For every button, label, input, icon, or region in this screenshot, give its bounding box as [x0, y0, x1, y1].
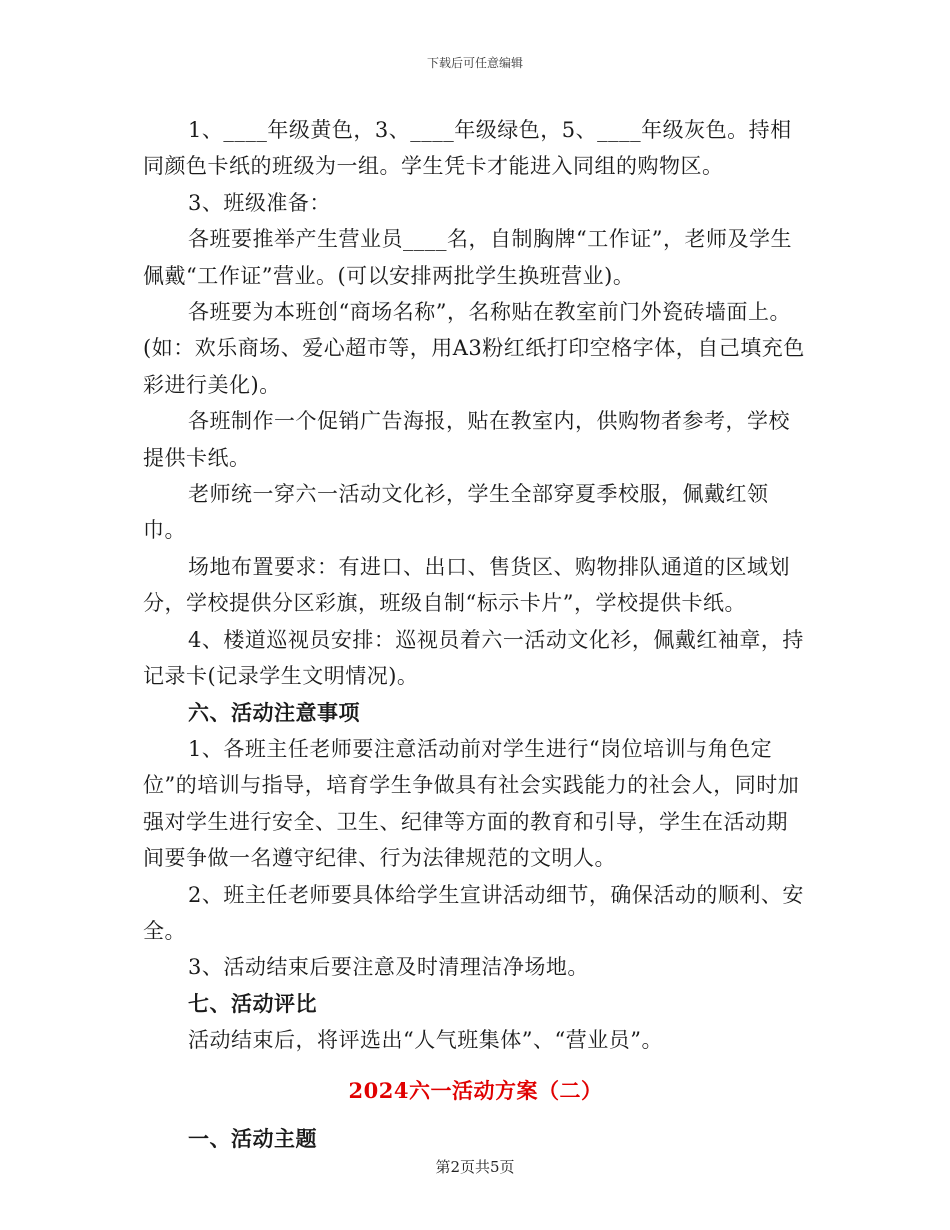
paragraph: 老师统一穿六一活动文化衫，学生全部穿夏季校服，佩戴红领巾。: [143, 482, 769, 543]
paragraph: 3、班级准备：: [188, 190, 331, 215]
paragraph: 3、活动结束后要注意及时清理洁净场地。: [188, 955, 589, 980]
document-title: 2024六一活动方案（二）: [348, 1077, 603, 1103]
paragraph: 场地布置要求：有进口、出口、售货区、购物排队通道的区域划分，学校提供分区彩旗，班级自制“标示卡片”，学校提供卡纸。: [143, 554, 790, 616]
paragraph: 4、楼道巡视员安排：巡视员着六一活动文化衫，佩戴红袖章，持记录卡(记录学生文明情况)。: [143, 627, 804, 689]
section-heading: 一、活动主题: [188, 1125, 317, 1151]
section-heading: 七、活动评比: [188, 990, 317, 1016]
page-number: 第2页共5页: [435, 1158, 515, 1176]
paragraph: 1、____年级黄色，3、____年级绿色，5、____年级灰色。持相同颜色卡纸的班级为一组。学生凭卡才能进入同组的购物区。: [143, 118, 792, 179]
paragraph: 各班要推举产生营业员____名，自制胸牌“工作证”，老师及学生佩戴“工作证”营业。(可以安排两批学生换班营业)。: [143, 227, 792, 288]
paragraph: 各班制作一个促销广告海报，贴在教室内，供购物者参考，学校提供卡纸。: [143, 409, 790, 470]
document-body: [143, 112, 808, 1157]
paragraph: 各班要为本班创“商场名称”，名称贴在教室前门外瓷砖墙面上。(如：欢乐商场、爱心超市等，用A3粉红纸打印空格字体，自己填充色彩进行美化)。: [143, 300, 805, 397]
paragraph: 1、各班主任老师要注意活动前对学生进行“岗位培训与角色定位”的培训与指导，培育学生争做具有社会实践能力的社会人，同时加强对学生进行安全、卫生、纪律等方面的教育和引导，学生在活动期间要争做一名遵守纪律、行为法律规范的文明人。: [143, 736, 800, 871]
paragraph: 活动结束后，将评选出“人气班集体”、“营业员”。: [188, 1028, 663, 1053]
paragraph: 2、班主任老师要具体给学生宣讲活动细节，确保活动的顺利、安全。: [143, 882, 804, 943]
header-note: 下载后可任意编辑: [426, 56, 523, 70]
section-heading: 六、活动注意事项: [188, 699, 360, 725]
